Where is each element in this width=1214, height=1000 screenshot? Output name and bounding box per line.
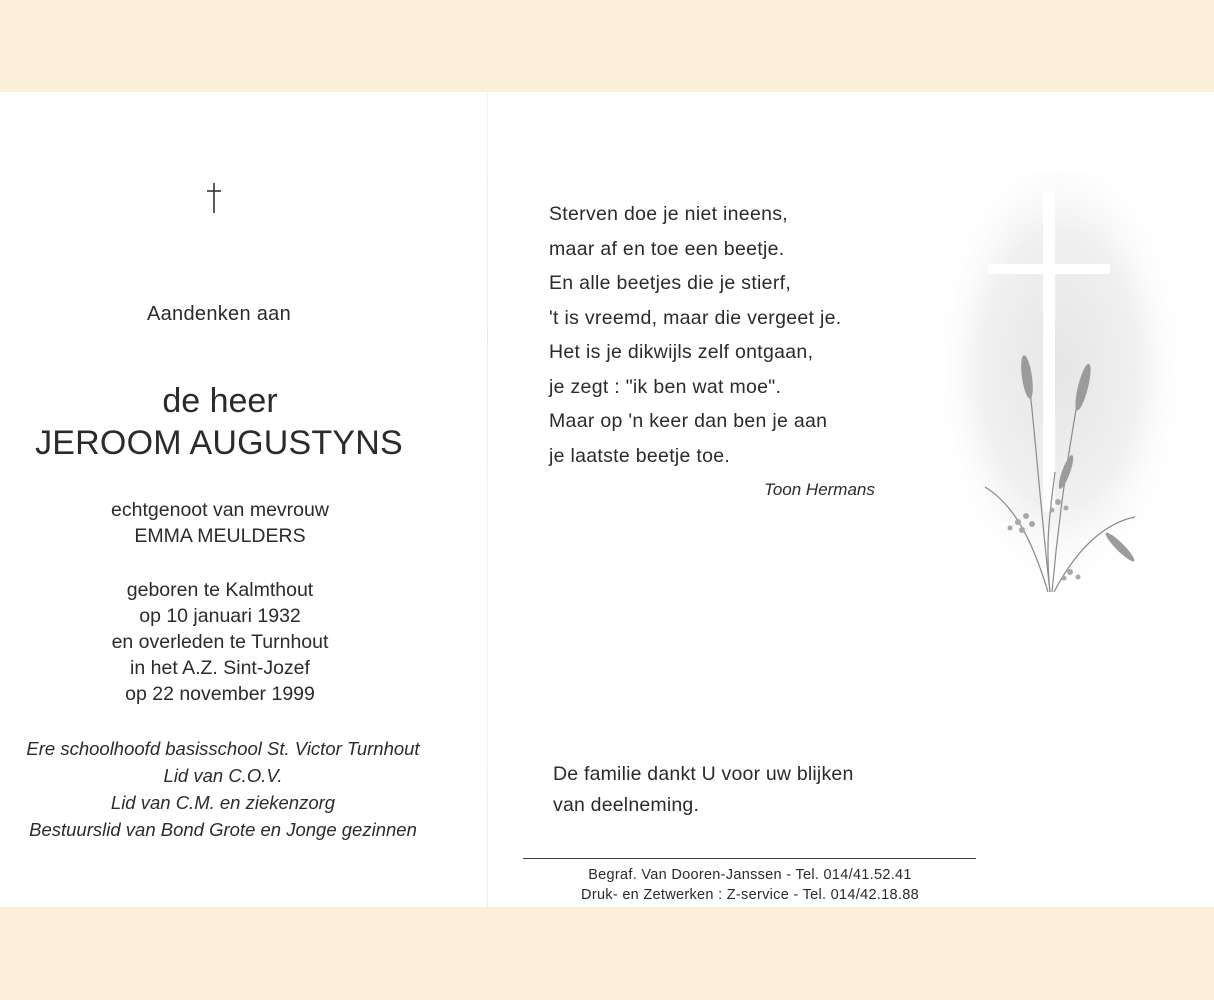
- deceased-title: de heer: [162, 382, 278, 420]
- poem-line: En alle beetjes die je stierf,: [549, 272, 792, 294]
- latin-cross-icon: [203, 182, 225, 214]
- poem-line: Het is je dikwijls zelf ontgaan,: [549, 341, 814, 363]
- life-dates-block: [60, 577, 380, 707]
- poem-line: Maar op 'n keer dan ben je aan: [549, 410, 828, 432]
- poem-line: je zegt : "ik ben wat moe".: [549, 375, 782, 398]
- role-item: Bestuurslid van Bond Grote en Jonge gezinnen: [29, 819, 417, 840]
- spouse-name: EMMA MEULDERS: [134, 525, 306, 547]
- role-item: Lid van C.M. en ziekenzorg: [110, 792, 336, 813]
- role-item: Lid van C.O.V.: [163, 765, 283, 786]
- death-hospital: in het A.Z. Sint-Jozef: [130, 657, 310, 679]
- poem-line: je laatste beetje toe.: [549, 444, 731, 467]
- role-item: Ere schoolhoofd basisschool St. Victor Turnhout: [26, 738, 420, 759]
- poem-line: 't is vreemd, maar die vergeet je.: [549, 306, 842, 329]
- divider-line: [523, 858, 976, 859]
- poem-line: maar af en toe een beetje.: [549, 237, 785, 260]
- funeral-credit: Begraf. Van Dooren-Janssen - Tel. 014/41.52.41: [588, 867, 912, 883]
- poem-author: Toon Hermans: [764, 480, 875, 499]
- intro-text: Aandenken aan: [146, 303, 292, 325]
- memorial-card: [0, 92, 1214, 907]
- deceased-name: JEROOM AUGUSTYNS: [35, 424, 403, 462]
- death-place: en overleden te Turnhout: [111, 631, 329, 653]
- thanks-line: De familie dankt U voor uw blijken: [553, 763, 854, 785]
- poem: [549, 197, 841, 473]
- cross-with-wheat-icon: [940, 172, 1200, 692]
- thanks-line: van deelneming.: [553, 794, 700, 816]
- spouse-line: echtgenoot van mevrouw: [111, 499, 329, 521]
- credits: [540, 865, 960, 905]
- spouse-block: [60, 497, 380, 549]
- death-date: op 22 november 1999: [125, 683, 315, 705]
- card-fold: [487, 92, 488, 907]
- printer-credit: Druk- en Zetwerken : Z-service - Tel. 014/42.18.88: [581, 887, 919, 903]
- poem-line: Sterven doe je niet ineens,: [549, 203, 789, 225]
- roles-list: [8, 735, 438, 843]
- birth-place: geboren te Kalmthout: [126, 579, 314, 601]
- birth-date: op 10 januari 1932: [139, 605, 301, 627]
- thanks-message: [553, 759, 854, 821]
